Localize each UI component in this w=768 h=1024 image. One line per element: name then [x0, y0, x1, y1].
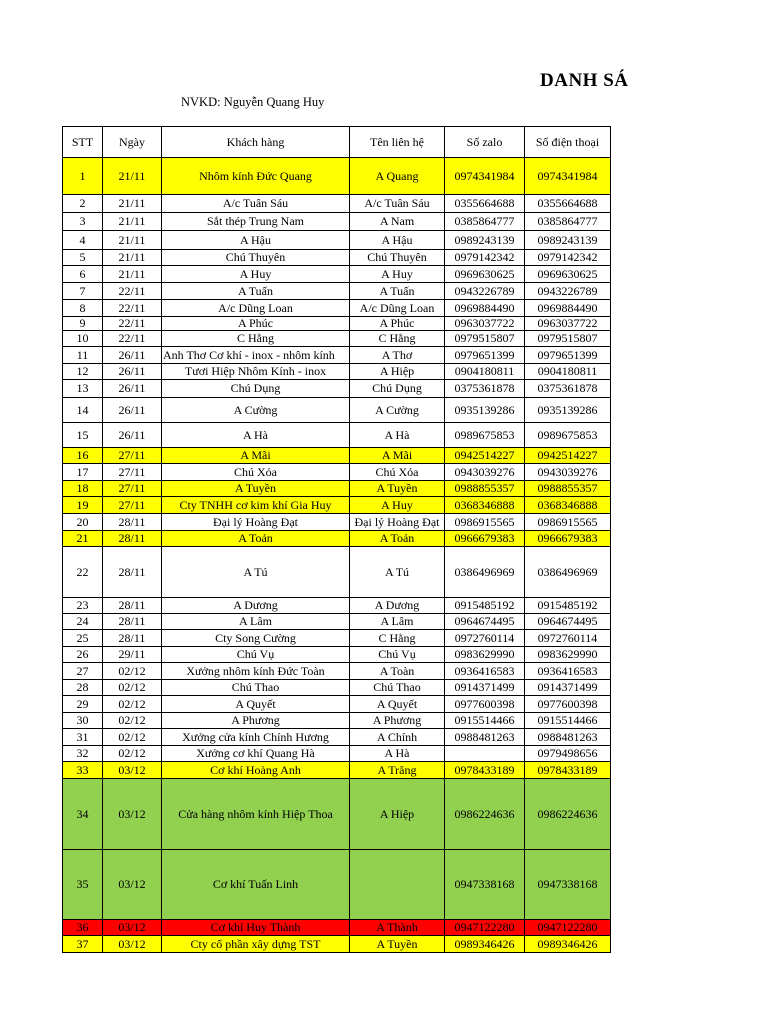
cell-customer[interactable]: Xưởng cơ khí Quang Hà	[162, 746, 350, 762]
column-header-date[interactable]: Ngày	[103, 127, 162, 158]
cell-customer[interactable]: Cty Song Cường	[162, 630, 350, 647]
table-row[interactable]	[63, 746, 611, 762]
cell-stt[interactable]: 15	[63, 423, 103, 448]
cell-phone[interactable]: 0936416583	[525, 663, 611, 680]
cell-zalo[interactable]	[445, 746, 525, 762]
cell-customer[interactable]: A Tuyền	[162, 481, 350, 497]
cell-zalo[interactable]: 0385864777	[445, 213, 525, 231]
cell-zalo[interactable]: 0914371499	[445, 680, 525, 696]
cell-date[interactable]: 02/12	[103, 713, 162, 729]
cell-phone[interactable]: 0943039276	[525, 464, 611, 481]
cell-contact[interactable]: Chú Vụ	[350, 647, 445, 663]
cell-date[interactable]: 26/11	[103, 380, 162, 398]
cell-customer[interactable]: Cơ khí Huy Thành	[162, 920, 350, 936]
cell-contact[interactable]: Đại lý Hoàng Đạt	[350, 514, 445, 531]
cell-customer[interactable]: A Hậu	[162, 231, 350, 250]
cell-contact[interactable]: A Hiệp	[350, 364, 445, 380]
cell-phone[interactable]: 0977600398	[525, 696, 611, 713]
cell-phone[interactable]: 0969630625	[525, 266, 611, 283]
cell-zalo[interactable]: 0935139286	[445, 398, 525, 423]
cell-date[interactable]: 02/12	[103, 663, 162, 680]
cell-contact[interactable]: A Hiệp	[350, 779, 445, 850]
cell-date[interactable]: 21/11	[103, 213, 162, 231]
cell-stt[interactable]: 29	[63, 696, 103, 713]
cell-contact[interactable]: A Huy	[350, 266, 445, 283]
cell-date[interactable]: 26/11	[103, 423, 162, 448]
cell-customer[interactable]: Tươi Hiệp Nhôm Kính - inox	[162, 364, 350, 380]
table-row[interactable]	[63, 531, 611, 547]
cell-stt[interactable]: 3	[63, 213, 103, 231]
cell-contact[interactable]: A Phương	[350, 713, 445, 729]
cell-date[interactable]: 27/11	[103, 464, 162, 481]
cell-customer[interactable]: A Dương	[162, 598, 350, 614]
cell-stt[interactable]: 1	[63, 158, 103, 195]
table-row[interactable]	[63, 448, 611, 464]
cell-stt[interactable]: 24	[63, 614, 103, 630]
cell-phone[interactable]: 0914371499	[525, 680, 611, 696]
cell-customer[interactable]: Cửa hàng nhôm kính Hiệp Thoa	[162, 779, 350, 850]
cell-stt[interactable]: 37	[63, 936, 103, 953]
cell-stt[interactable]: 2	[63, 195, 103, 213]
cell-date[interactable]: 22/11	[103, 283, 162, 300]
cell-date[interactable]: 02/12	[103, 729, 162, 746]
cell-zalo[interactable]: 0989346426	[445, 936, 525, 953]
cell-customer[interactable]: A Toản	[162, 531, 350, 547]
table-row[interactable]	[63, 195, 611, 213]
cell-stt[interactable]: 36	[63, 920, 103, 936]
cell-stt[interactable]: 5	[63, 250, 103, 266]
cell-zalo[interactable]: 0969630625	[445, 266, 525, 283]
cell-zalo[interactable]: 0983629990	[445, 647, 525, 663]
cell-date[interactable]: 03/12	[103, 779, 162, 850]
cell-contact[interactable]: A Lâm	[350, 614, 445, 630]
cell-phone[interactable]: 0966679383	[525, 531, 611, 547]
cell-phone[interactable]: 0979651399	[525, 347, 611, 364]
cell-zalo[interactable]: 0355664688	[445, 195, 525, 213]
table-row[interactable]	[63, 762, 611, 779]
cell-phone[interactable]: 0988855357	[525, 481, 611, 497]
cell-customer[interactable]: Chú Thuyên	[162, 250, 350, 266]
customer-table	[62, 126, 611, 953]
cell-stt[interactable]: 17	[63, 464, 103, 481]
cell-phone[interactable]: 0964674495	[525, 614, 611, 630]
cell-contact[interactable]: A Chính	[350, 729, 445, 746]
cell-zalo[interactable]: 0979142342	[445, 250, 525, 266]
cell-contact[interactable]: A/c Dũng Loan	[350, 300, 445, 317]
cell-date[interactable]: 27/11	[103, 497, 162, 514]
cell-phone[interactable]: 0355664688	[525, 195, 611, 213]
table-row[interactable]	[63, 398, 611, 423]
cell-customer[interactable]: Cty cổ phần xây dựng TST	[162, 936, 350, 953]
cell-contact[interactable]: A Mãi	[350, 448, 445, 464]
cell-stt[interactable]: 35	[63, 850, 103, 920]
cell-phone[interactable]: 0935139286	[525, 398, 611, 423]
cell-customer[interactable]: Cơ khí Tuấn Linh	[162, 850, 350, 920]
cell-phone[interactable]: 0979142342	[525, 250, 611, 266]
table-row[interactable]	[63, 266, 611, 283]
cell-customer[interactable]: A/c Dũng Loan	[162, 300, 350, 317]
cell-stt[interactable]: 20	[63, 514, 103, 531]
table-row[interactable]	[63, 250, 611, 266]
cell-stt[interactable]: 16	[63, 448, 103, 464]
cell-phone[interactable]: 0988481263	[525, 729, 611, 746]
cell-customer[interactable]: Cty TNHH cơ kim khí Gia Huy	[162, 497, 350, 514]
cell-stt[interactable]: 34	[63, 779, 103, 850]
cell-customer[interactable]: A/c Tuân Sáu	[162, 195, 350, 213]
cell-contact[interactable]: A Nam	[350, 213, 445, 231]
table-row[interactable]	[63, 514, 611, 531]
cell-stt[interactable]: 8	[63, 300, 103, 317]
cell-stt[interactable]: 4	[63, 231, 103, 250]
table-row[interactable]	[63, 423, 611, 448]
cell-stt[interactable]: 19	[63, 497, 103, 514]
table-row[interactable]	[63, 364, 611, 380]
cell-contact[interactable]: A/c Tuân Sáu	[350, 195, 445, 213]
cell-date[interactable]: 21/11	[103, 250, 162, 266]
table-row[interactable]	[63, 680, 611, 696]
table-row[interactable]	[63, 630, 611, 647]
column-header-customer[interactable]: Khách hàng	[162, 127, 350, 158]
cell-stt[interactable]: 27	[63, 663, 103, 680]
cell-phone[interactable]: 0969884490	[525, 300, 611, 317]
table-row[interactable]	[63, 696, 611, 713]
cell-contact[interactable]: Chú Thuyên	[350, 250, 445, 266]
cell-contact[interactable]: A Tuấn	[350, 283, 445, 300]
cell-customer[interactable]: Xưởng nhôm kính Đức Toàn	[162, 663, 350, 680]
cell-customer[interactable]: C Hằng	[162, 331, 350, 347]
cell-zalo[interactable]: 0915485192	[445, 598, 525, 614]
cell-phone[interactable]: 0904180811	[525, 364, 611, 380]
cell-zalo[interactable]: 0368346888	[445, 497, 525, 514]
table-row[interactable]	[63, 850, 611, 920]
cell-customer[interactable]: A Lâm	[162, 614, 350, 630]
cell-customer[interactable]: Nhôm kính Đức Quang	[162, 158, 350, 195]
cell-contact[interactable]: Chú Xỏa	[350, 464, 445, 481]
cell-stt[interactable]: 33	[63, 762, 103, 779]
cell-phone[interactable]: 0368346888	[525, 497, 611, 514]
table-row[interactable]	[63, 936, 611, 953]
table-row[interactable]	[63, 663, 611, 680]
table-row[interactable]	[63, 920, 611, 936]
cell-contact[interactable]: Chú Thao	[350, 680, 445, 696]
cell-date[interactable]: 28/11	[103, 630, 162, 647]
cell-contact[interactable]: A Hà	[350, 746, 445, 762]
cell-zalo[interactable]: 0966679383	[445, 531, 525, 547]
table-row[interactable]	[63, 213, 611, 231]
cell-phone[interactable]: 0942514227	[525, 448, 611, 464]
table-row[interactable]	[63, 231, 611, 250]
cell-contact[interactable]: A Phúc	[350, 317, 445, 331]
cell-zalo[interactable]: 0977600398	[445, 696, 525, 713]
cell-zalo[interactable]: 0915514466	[445, 713, 525, 729]
cell-contact[interactable]: A Thơ	[350, 347, 445, 364]
cell-zalo[interactable]: 0974341984	[445, 158, 525, 195]
cell-date[interactable]: 22/11	[103, 331, 162, 347]
cell-customer[interactable]: Sắt thép Trung Nam	[162, 213, 350, 231]
cell-customer[interactable]: A Phương	[162, 713, 350, 729]
cell-stt[interactable]: 28	[63, 680, 103, 696]
cell-date[interactable]: 21/11	[103, 266, 162, 283]
cell-contact[interactable]: Chú Dụng	[350, 380, 445, 398]
cell-contact[interactable]: A Hà	[350, 423, 445, 448]
cell-customer[interactable]: A Cường	[162, 398, 350, 423]
cell-zalo[interactable]: 0979651399	[445, 347, 525, 364]
cell-zalo[interactable]: 0904180811	[445, 364, 525, 380]
cell-phone[interactable]: 0983629990	[525, 647, 611, 663]
cell-customer[interactable]: A Hà	[162, 423, 350, 448]
cell-zalo[interactable]: 0989675853	[445, 423, 525, 448]
table-row[interactable]	[63, 300, 611, 317]
cell-contact[interactable]: C Hằng	[350, 630, 445, 647]
cell-date[interactable]: 02/12	[103, 680, 162, 696]
cell-phone[interactable]: 0989346426	[525, 936, 611, 953]
cell-stt[interactable]: 25	[63, 630, 103, 647]
cell-stt[interactable]: 32	[63, 746, 103, 762]
header-row	[63, 127, 611, 158]
cell-customer[interactable]: A Tú	[162, 547, 350, 598]
cell-phone[interactable]: 0986915565	[525, 514, 611, 531]
cell-date[interactable]: 28/11	[103, 598, 162, 614]
cell-customer[interactable]: A Quyết	[162, 696, 350, 713]
cell-contact[interactable]: A Huy	[350, 497, 445, 514]
cell-date[interactable]: 21/11	[103, 158, 162, 195]
cell-stt[interactable]: 14	[63, 398, 103, 423]
cell-zalo[interactable]: 0943226789	[445, 283, 525, 300]
cell-contact[interactable]: A Thành	[350, 920, 445, 936]
cell-phone[interactable]: 0375361878	[525, 380, 611, 398]
cell-date[interactable]: 26/11	[103, 347, 162, 364]
table-row[interactable]	[63, 317, 611, 331]
table-row[interactable]	[63, 713, 611, 729]
cell-phone[interactable]: 0989675853	[525, 423, 611, 448]
cell-customer[interactable]: Chú Vụ	[162, 647, 350, 663]
cell-date[interactable]: 21/11	[103, 231, 162, 250]
cell-stt[interactable]: 31	[63, 729, 103, 746]
column-header-phone[interactable]: Số điện thoại	[525, 127, 611, 158]
cell-date[interactable]: 28/11	[103, 547, 162, 598]
cell-stt[interactable]: 13	[63, 380, 103, 398]
cell-contact[interactable]: A Quang	[350, 158, 445, 195]
cell-phone[interactable]: 0989243139	[525, 231, 611, 250]
cell-customer[interactable]: Đại lý Hoàng Đạt	[162, 514, 350, 531]
table-row[interactable]	[63, 380, 611, 398]
cell-phone[interactable]: 0974341984	[525, 158, 611, 195]
cell-contact[interactable]	[350, 850, 445, 920]
cell-customer[interactable]: Xưởng cửa kính Chính Hương	[162, 729, 350, 746]
cell-zalo[interactable]: 0386496969	[445, 547, 525, 598]
cell-phone[interactable]: 0947338168	[525, 850, 611, 920]
cell-phone[interactable]: 0386496969	[525, 547, 611, 598]
cell-phone[interactable]: 0978433189	[525, 762, 611, 779]
cell-stt[interactable]: 11	[63, 347, 103, 364]
cell-contact[interactable]: A Hậu	[350, 231, 445, 250]
cell-customer[interactable]: Anh Thơ Cơ khí - inox - nhôm kính	[162, 347, 350, 364]
cell-zalo[interactable]: 0988481263	[445, 729, 525, 746]
cell-contact[interactable]: A Quyết	[350, 696, 445, 713]
cell-contact[interactable]: A Toàn	[350, 663, 445, 680]
cell-date[interactable]: 03/12	[103, 762, 162, 779]
cell-phone[interactable]: 0915485192	[525, 598, 611, 614]
cell-date[interactable]: 27/11	[103, 448, 162, 464]
cell-contact[interactable]: A Dương	[350, 598, 445, 614]
cell-stt[interactable]: 22	[63, 547, 103, 598]
cell-zalo[interactable]: 0969884490	[445, 300, 525, 317]
cell-phone[interactable]: 0972760114	[525, 630, 611, 647]
cell-zalo[interactable]: 0972760114	[445, 630, 525, 647]
cell-stt[interactable]: 30	[63, 713, 103, 729]
cell-date[interactable]: 26/11	[103, 398, 162, 423]
cell-phone[interactable]: 0979515807	[525, 331, 611, 347]
cell-zalo[interactable]: 0936416583	[445, 663, 525, 680]
table-row[interactable]	[63, 729, 611, 746]
cell-date[interactable]: 28/11	[103, 614, 162, 630]
cell-customer[interactable]: A Huy	[162, 266, 350, 283]
cell-stt[interactable]: 6	[63, 266, 103, 283]
cell-phone[interactable]: 0947122280	[525, 920, 611, 936]
cell-phone[interactable]: 0963037722	[525, 317, 611, 331]
cell-stt[interactable]: 10	[63, 331, 103, 347]
salesperson-label: NVKD: Nguyễn Quang Huy	[181, 95, 325, 109]
column-header-stt[interactable]: STT	[63, 127, 103, 158]
cell-date[interactable]: 28/11	[103, 531, 162, 547]
cell-phone[interactable]: 0986224636	[525, 779, 611, 850]
cell-date[interactable]: 27/11	[103, 481, 162, 497]
cell-stt[interactable]: 18	[63, 481, 103, 497]
cell-phone[interactable]: 0915514466	[525, 713, 611, 729]
cell-date[interactable]: 28/11	[103, 514, 162, 531]
cell-contact[interactable]: C Hằng	[350, 331, 445, 347]
cell-date[interactable]: 21/11	[103, 195, 162, 213]
cell-customer[interactable]: Chú Dụng	[162, 380, 350, 398]
cell-contact[interactable]: A Cường	[350, 398, 445, 423]
cell-customer[interactable]: Cơ khí Hoàng Anh	[162, 762, 350, 779]
table-row[interactable]	[63, 481, 611, 497]
cell-contact[interactable]: A Trăng	[350, 762, 445, 779]
cell-customer[interactable]: A Tuấn	[162, 283, 350, 300]
cell-date[interactable]: 03/12	[103, 936, 162, 953]
cell-zalo[interactable]: 0988855357	[445, 481, 525, 497]
cell-date[interactable]: 02/12	[103, 696, 162, 713]
table-row[interactable]	[63, 647, 611, 663]
cell-zalo[interactable]: 0947122280	[445, 920, 525, 936]
table-row[interactable]	[63, 497, 611, 514]
cell-stt[interactable]: 9	[63, 317, 103, 331]
cell-date[interactable]: 29/11	[103, 647, 162, 663]
cell-zalo[interactable]: 0989243139	[445, 231, 525, 250]
cell-date[interactable]: 22/11	[103, 300, 162, 317]
cell-zalo[interactable]: 0964674495	[445, 614, 525, 630]
cell-zalo[interactable]: 0978433189	[445, 762, 525, 779]
cell-zalo[interactable]: 0986224636	[445, 779, 525, 850]
cell-date[interactable]: 22/11	[103, 317, 162, 331]
cell-stt[interactable]: 7	[63, 283, 103, 300]
cell-zalo[interactable]: 0943039276	[445, 464, 525, 481]
table-row[interactable]	[63, 158, 611, 195]
cell-zalo[interactable]: 0979515807	[445, 331, 525, 347]
table-body	[63, 158, 611, 953]
cell-contact[interactable]: A Tuyền	[350, 481, 445, 497]
table-row[interactable]	[63, 331, 611, 347]
table-row[interactable]	[63, 547, 611, 598]
cell-customer[interactable]: A Phúc	[162, 317, 350, 331]
cell-zalo[interactable]: 0986915565	[445, 514, 525, 531]
table-row[interactable]	[63, 614, 611, 630]
cell-stt[interactable]: 26	[63, 647, 103, 663]
cell-customer[interactable]: Chú Thao	[162, 680, 350, 696]
table-row[interactable]	[63, 464, 611, 481]
column-header-zalo[interactable]: Số zalo	[445, 127, 525, 158]
cell-contact[interactable]: A Tú	[350, 547, 445, 598]
table-row[interactable]	[63, 347, 611, 364]
cell-phone[interactable]: 0943226789	[525, 283, 611, 300]
cell-date[interactable]: 03/12	[103, 920, 162, 936]
cell-contact[interactable]: A Toản	[350, 531, 445, 547]
cell-zalo[interactable]: 0947338168	[445, 850, 525, 920]
cell-contact[interactable]: A Tuyền	[350, 936, 445, 953]
sheet-title: DANH SÁ	[540, 70, 629, 91]
table-row[interactable]	[63, 779, 611, 850]
cell-stt[interactable]: 23	[63, 598, 103, 614]
cell-date[interactable]: 03/12	[103, 850, 162, 920]
cell-phone[interactable]: 0979498656	[525, 746, 611, 762]
column-header-contact[interactable]: Tên liên hệ	[350, 127, 445, 158]
cell-zalo[interactable]: 0375361878	[445, 380, 525, 398]
cell-zalo[interactable]: 0963037722	[445, 317, 525, 331]
cell-customer[interactable]: Chú Xỏa	[162, 464, 350, 481]
cell-stt[interactable]: 12	[63, 364, 103, 380]
cell-customer[interactable]: A Mãi	[162, 448, 350, 464]
cell-phone[interactable]: 0385864777	[525, 213, 611, 231]
cell-stt[interactable]: 21	[63, 531, 103, 547]
table-row[interactable]	[63, 283, 611, 300]
table-row[interactable]	[63, 598, 611, 614]
cell-date[interactable]: 26/11	[103, 364, 162, 380]
cell-date[interactable]: 02/12	[103, 746, 162, 762]
cell-zalo[interactable]: 0942514227	[445, 448, 525, 464]
